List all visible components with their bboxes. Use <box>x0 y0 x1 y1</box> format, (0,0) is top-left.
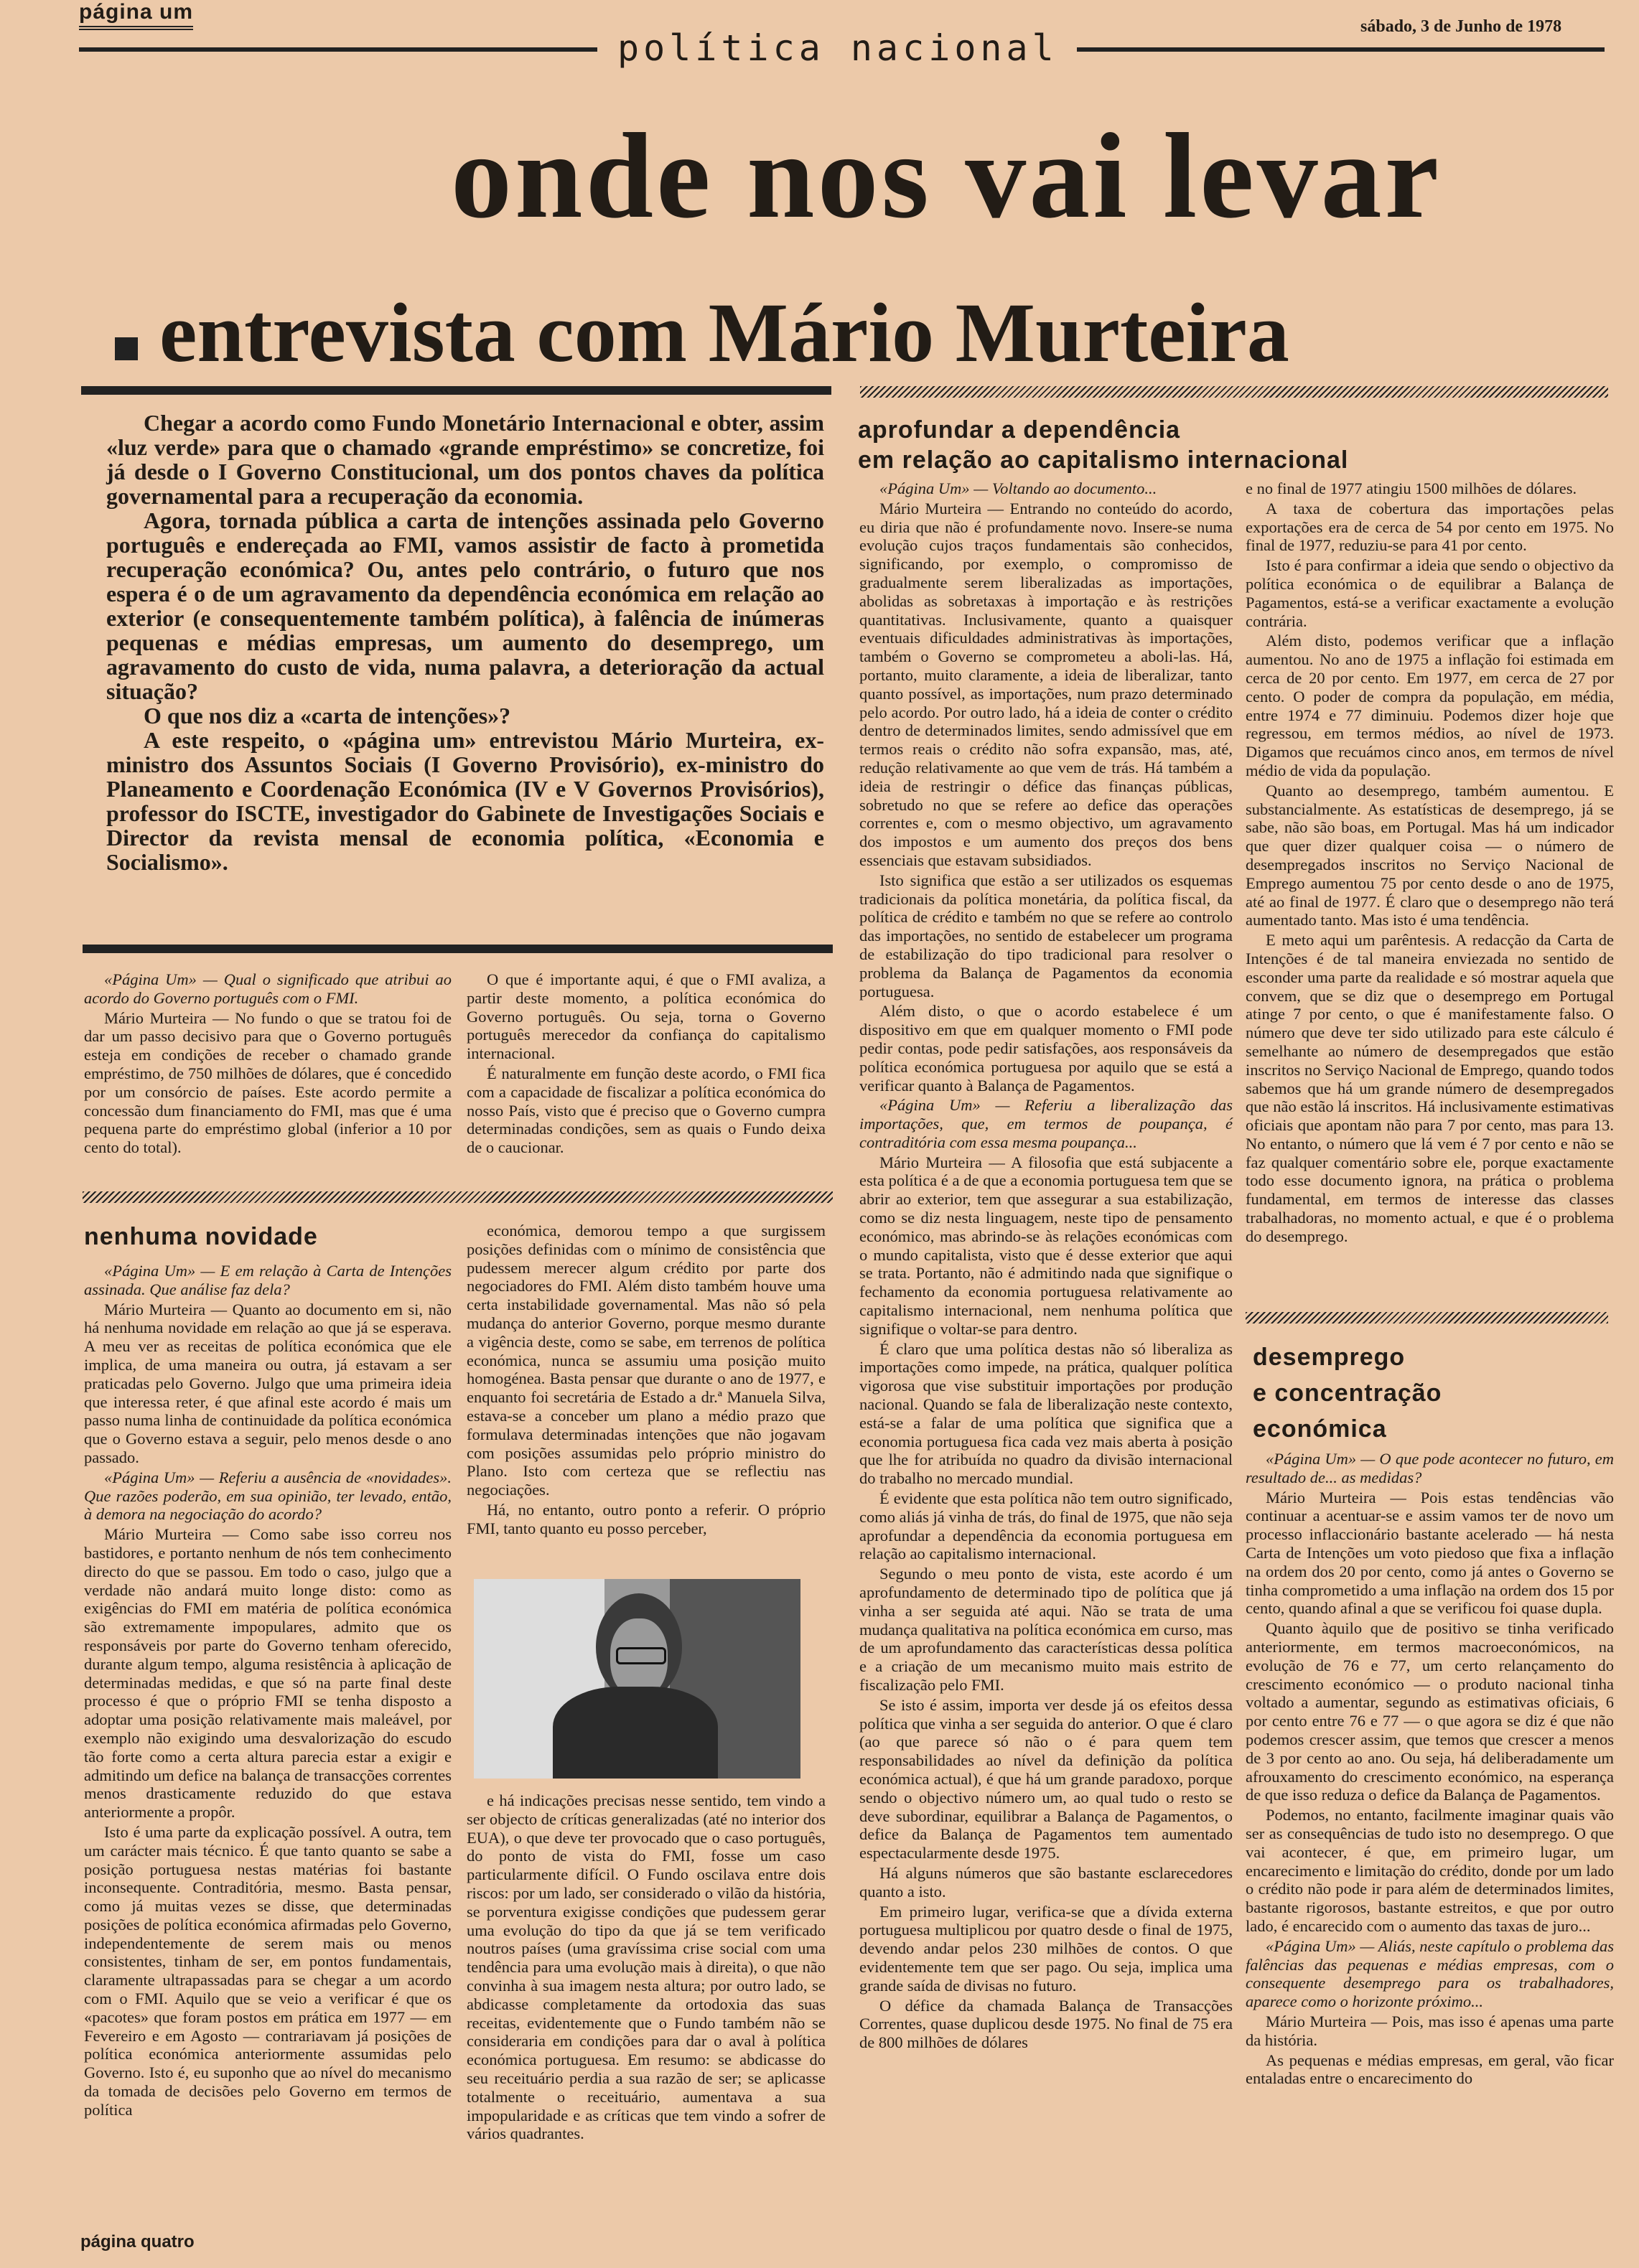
answer: Mário Murteira — Pois, mas isso é apenas uma parte da história. <box>1246 2012 1614 2049</box>
answer: Mário Murteira — Quanto ao documento em si, não há nenhuma novidade em relação ao que já se esperava. A meu ver as receitas de política económica que ele implica, de uma maneira ou outra, já estavam a ser praticadas pelo Governo. Julgo que uma primeira ideia que interessa reter, é que afinal este acordo é mais um passo numa linha de continuidade da política económica que o Governo estava a seguir, pelo menos desde o ano passado. <box>84 1300 452 1466</box>
intro-paragraph: Chegar a acordo como Fundo Monetário Internacional e obter, assim «luz verde» para que o chamado «grande empréstimo» se concretize, foi já desde o I Governo Constitucional, um dos pontos chaves da política governamental para a recuperação da economia. <box>106 410 824 509</box>
block1-col1 <box>84 970 452 1158</box>
question: «Página Um» — Aliás, neste capítulo o problema das falências das pequenas e médias empresas, com o consequente desemprego para os trabalhadores, aparece como o horizonte próximo... <box>1246 1936 1614 2011</box>
masthead: página um <box>79 0 193 30</box>
answer: Mário Murteira — Como sabe isso correu nos bastidores, e portanto nenhum de nós tem conhecimento directo do que se passou. Em todo o caso, julgo que a verdade não andará muito longe disto: como as exigências do FMI em matéria de política económica são extremamente impopulares, admito que os responsáveis por parte do Governo tenham oferecido, durante algum tempo, alguma resistência à aplicação de determinadas medidas, e que só na parte final deste processo é que o próprio FMI se tenha disposto a adoptar uma posição relativamente mais maleável, por exemplo não exigindo uma desvalorização do escudo tão forte como a certa altura parecia estar a exigir e admitindo um defice na balança de transacções correntes menos drasticamente reduzido do que estava anteriormente a propôr. <box>84 1525 452 1822</box>
paragraph: Além disto, podemos verificar que a inflação aumentou. No ano de 1975 a inflação foi estimada em cerca de 20 por cento. Em 1977, em cerca de 27 por cento. O poder de compra da população, em média, entre 1974 e 77 diminuiu. Podemos dizer hoje que regressou, em termos médios, ao nível de 1973. Digamos que recuámos cinco anos, em termos de nível médio de vida da população. <box>1246 632 1614 779</box>
question: «Página Um» — E em relação à Carta de Intenções assinada. Que análise faz dela? <box>84 1262 452 1298</box>
issue-date: sábado, 3 de Junho de 1978 <box>1360 17 1562 36</box>
intro-paragraph: A este respeito, o «página um» entrevistou Mário Murteira, ex-ministro dos Assuntos Sociais (I Governo Provisório), ex-ministro do Planeamento e Coordenação Económica (IV e V Governos Provisórios), professor do ISCTE, investigador do Gabinete de Investigações Sociais e Director da revista mensal de economia política, «Economia e Socialismo». <box>106 727 824 875</box>
paragraph: e no final de 1977 atingiu 1500 milhões de dólares. <box>1246 479 1577 497</box>
paragraph: É claro que uma política destas não só liberaliza as importações como impede, na prática, qualquer política vigorosa que vise substituir importações por produção nacional. Quando se fala de liberalização neste contexto, está-se a falar de uma política que significa que a economia portuguesa fica cada vez mais aberta à posição que lhe for atribuída no quadro da divisão internacional do trabalho no mercado mundial. <box>859 1339 1233 1488</box>
section-heading-aprofundar <box>858 415 1348 475</box>
headline: onde nos vai levar <box>451 108 1442 243</box>
question: «Página Um» — Referiu a liberalização das importações, que, em termos de poupança, é contraditória com essa mesma poupança... <box>859 1096 1233 1151</box>
paragraph: O que é importante aqui, é que o FMI avaliza, a partir deste momento, a política económica do Governo português. Ou seja, torna o Governo português merecedor da confiança do capitalismo internacional. <box>467 970 826 1063</box>
header-rule-right <box>1077 47 1605 52</box>
paragraph: e há indicações precisas nesse sentido, tem vindo a ser objecto de críticas generalizadas (até no interior dos EUA), o que deve ter provocado que o caso português, do ponto de vista do FMI, fosse um caso particularmente difícil. O Fundo oscilava entre dois riscos: por um lado, ser considerado o vilão da história, se porventura exigisse condições que pudessem gerar uma evolução do tipo da que já se tem verificado noutros países (uma gravíssima crise social com uma tendência para uma evolução mais à direita), o que não convinha à sua imagem nesta altura; por outro lado, se abdicasse completamente da ortodoxia das suas receitas, evidentemente que o Fundo também não se consideraria em condições para dar o aval à política económica portuguesa. Em resumo: se abdicasse do seu receituário perdia a sua razão de ser; se aplicasse totalmente o receituário, aumentava a sua impopularidade e as críticas que tem vindo a sofrer de vários quadrantes. <box>467 1791 826 2143</box>
question: «Página Um» — O que pode acontecer no futuro, em resultado de... as medidas? <box>1246 1450 1614 1486</box>
subheadline: entrevista com Mário Murteira <box>159 286 1289 380</box>
paragraph: E meto aqui um parêntesis. A redacção da Carta de Intenções é de tal maneira enviezada no sentido de esconder uma parte da realidade e só mostrar aquela que convem, que se diz que o desemprego em Portugal atinge 7 por cento, o que é manifestamente falso. O número que deve ter sido utilizado para este cálculo é semelhante ao número de desempregados que estão inscritos no Serviço Nacional de Emprego, quando todos sabemos que há um grande número de desempregados que não estão lá inscritos. Há inclusivamente estimativas oficiais que apontam não para 7 por cento, mas para 13. No entanto, o número que lá vem é 7 por cento e não se faz qualquer comentário sobre ele, porque exactamente todo esse documento ignora, na prática o problema fundamental, em termos de interesse das classes trabalhadoras, no momento actual, e que é o problema do desemprego. <box>1246 931 1614 1245</box>
intro-text <box>106 411 824 874</box>
heading-line: económica <box>1253 1415 1387 1443</box>
desemprego-top-rule <box>1246 1312 1608 1323</box>
paragraph: É evidente que esta política não tem outro significado, como aliás já vinha de trás, do final de 1975, que não seja aprofundar a dependência da economia portuguesa em relação ao capitalismo internacional. <box>859 1489 1233 1563</box>
answer: Mário Murteira — Entrando no conteúdo do acordo, eu diria que não é profundamente novo. Insere-se numa evolução cujos traços fundamentais são conhecidos, significando, por exemplo, o compromisso de gradualmente serem liberalizadas as importações, abolidas as sobretaxas à importação e às restrições quantitativas. Inclusivamente, quanto a quaisquer eventuais dificuldades administrativas às importações, também o Governo se comprometeu a aboli-las. Há, portanto, muito claramente, a ideia de liberalizar, tanto quanto possível, as importações, num prazo determinado pelo acordo. Por outro lado, há a ideia de conter o crédito dentro de determinados limites, sendo admissível que em termos reais o crédito não sofra expansão, mas, até, redução relativamente ao que vem de trás. Há também a ideia de restringir o défice das finanças públicas, sobretudo no que se refere ao defice das operações correntes e, com o mesmo objectivo, um agravamento dos impostos e um aumento dos preços dos bens essenciais que estavam subsidiados. <box>859 499 1233 869</box>
desemprego-col <box>1246 1450 1614 2089</box>
aprofundar-col3 <box>859 479 1233 2053</box>
paragraph: É naturalmente em função deste acordo, o FMI fica com a capacidade de fiscalizar a política económica do nosso País, visto que é preciso que o Governo cumpra determinadas condições, sem as quais o Fundo deixa de o caucionar. <box>467 1064 826 1157</box>
nenhuma-col2-bottom <box>467 1791 826 2145</box>
answer: Isto é uma parte da explicação possível. A outra, tem um carácter mais técnico. É que tanto quanto se sabe a posição portuguesa nestas matérias foi bastante inconsequente. Contraditória, mesmo. Basta pensar, como já muitas vezes se disse, que determinadas posições de política económica afirmadas pelo Governo, independentemente de serem mais ou menos consistentes, tinham de ser, em pontos fundamentais, claramente ultrapassadas para se chegar a um acordo com o FMI. Aquilo que se veio a verificar é que os «pacotes» que foram postos em prática em 1977 — em Fevereiro e em Agosto — contrariavam já posições de política económica anteriormente assumidas pelo Governo. Isto é, eu suponho que ao nível do mecanismo da tomada de decisões pelo Governo em termos de política <box>84 1822 452 2119</box>
bullet-marker <box>115 337 138 360</box>
question: «Página Um» — Referiu a ausência de «novidades». Que razões poderão, em sua opinião, ter levado, então, à demora na negociação do acordo? <box>84 1468 452 1524</box>
paragraph: económica, demorou tempo a que surgissem posições definidas com o mínimo de consistência que pudessem merecer algum crédito por parte dos negociadores do FMI. Além disto também houve uma certa instabilidade governamental. Mas não só pela mudança do anterior Governo, porque mesmo durante a vigência deste, como se sabe, em terrenos de política económica, nunca se assumiu uma posição muito homogénea. Basta pensar que durante o ano de 1977, e enquanto foi secretária de Estado a dr.ª Manuela Silva, estava-se a conceber um plano a médio prazo que formulava determinadas intenções que não jogavam com posições assumidas pelo próprio ministro do Plano. Isto com certeza que se reflectiu nas negociações. <box>467 1222 826 1499</box>
paragraph: As pequenas e médias empresas, em geral, vão ficar entaladas entre o encarecimento do <box>1246 2051 1614 2088</box>
paragraph: Há alguns números que são bastante esclarecedores quanto a isto. <box>859 1863 1233 1901</box>
block1-col2 <box>467 970 826 1158</box>
intro-bottom-rule <box>83 945 833 953</box>
nenhuma-top-rule <box>83 1191 833 1203</box>
nenhuma-col1 <box>84 1262 452 2121</box>
photo-body <box>553 1687 718 1779</box>
paragraph: Se isto é assim, importa ver desde já os efeitos dessa política que vinha a ser seguida do anterior. O que é claro (ao que parece só não o é para quem tem responsabilidades ao nível da definição da política económica actual), é que há um grande paradoxo, porque sendo o objectivo número um, ao qual tudo o resto se deve subordinar, equilibrar a Balança de Pagamentos, o defice da Balança de Pagamentos tem aumentado espectacularmente desde 1975. <box>859 1695 1233 1862</box>
answer: Mário Murteira — A filosofia que está subjacente a esta política é a de que a economia portuguesa tem que se abrir ao exterior, tem que assegurar a sua estabilização, como se diz nesta linguagem, neste tipo de pensamento económico, mas abrindo-se às relações económicas com o mundo capitalista, visto que é desse exterior que aqui se trata. Portanto, não é admitindo nada que signifique o fechamento da economia portuguesa relativamente ao capitalismo internacional, nem nenhuma política que signifique o voltar-se para dentro. <box>859 1153 1233 1338</box>
section-heading-nenhuma: nenhuma novidade <box>84 1223 318 1250</box>
intro-top-rule <box>81 386 831 395</box>
paragraph: O défice da chamada Balança de Transacções Correntes, quase duplicou desde 1975. No final de 75 era de 800 milhões de dólares <box>859 1996 1233 2052</box>
question: «Página Um» — Qual o significado que atribui ao acordo do Governo português com o FMI. <box>84 970 452 1007</box>
paragraph: Quanto ao desemprego, também aumentou. E substancialmente. As estatísticas de desemprego, já se sabe, não são boas, em Portugal. Mas há um indicador que quer dizer qualquer coisa — o número de desempregados inscritos no Serviço Nacional de Emprego aumentou 75 por cento desde o ano de 1975, até ao final de 1977. É claro que o desemprego não terá aumentado tanto. Mas isto é uma tendência. <box>1246 781 1614 929</box>
heading-line: em relação ao capitalismo internacional <box>858 446 1349 474</box>
page-footer: página quatro <box>80 2232 195 2251</box>
intro-paragraph: Agora, tornada pública a carta de intenções assinada pelo Governo português e endereçada ao FMI, vamos assistir de facto à prometida recuperação económica? Ou, antes pelo contrário, o futuro que nos espera é o de um agravamento da dependência económica em relação ao exterior (e consequentemente também política), à falência de inúmeras pequenas e médias empresas, um aumento do desemprego, um agravamento do custo de vida, numa palavra, a deterioração da actual situação? <box>106 507 824 704</box>
paragraph: Isto significa que estão a ser utilizados os esquemas tradicionais da política monetária, da política fiscal, da política de crédito e também no que se refere ao controlo das importações, no sentido de estabelecer um programa de estabilização do tipo tradicional para resolver o problema da Balança de Pagamentos da economia portuguesa. <box>859 871 1233 1001</box>
photo-glasses <box>616 1647 666 1664</box>
nenhuma-col2-top <box>467 1222 826 1540</box>
heading-line: desemprego <box>1253 1344 1406 1371</box>
portrait-photo <box>474 1579 800 1779</box>
paragraph: Há, no entanto, outro ponto a referir. O próprio FMI, tanto quanto eu posso perceber, <box>467 1500 826 1537</box>
intro-paragraph: O que nos diz a «carta de intenções»? <box>144 703 511 728</box>
heading-line: aprofundar a dependência <box>858 416 1181 444</box>
paragraph: Além disto, o que o acordo estabelece é um dispositivo em que em qualquer momento o FMI pode pedir contas, pode pedir satisfações, aos responsáveis da política económica portuguesa por aquilo que se está a verificar quanto à Balança de Pagamentos. <box>859 1002 1233 1095</box>
paragraph: Em primeiro lugar, verifica-se que a dívida externa portuguesa multiplicou por quatro desde o final de 1975, devendo andar pelos 230 milhões de contos. O que evidentemente tem que ser pago. Ou seja, implica uma grande saída de divisas no futuro. <box>859 1902 1233 1995</box>
answer: Mário Murteira — Pois estas tendências vão continuar a acentuar-se e assim vamos ter de novo um processo inflaccionário bastante acelerado — há nesta Carta de Intenções um voto piedoso que fixa a inflação na ordem dos 20 por cento, como já antes o Governo se tinha comprometido a uma inflação na ordem dos 15 por cento, quando afinal a que se verificou foi quase dupla. <box>1246 1488 1614 1618</box>
section-title: política nacional <box>617 27 1058 69</box>
aprofundar-col4 <box>1246 479 1614 1247</box>
paragraph: Podemos, no entanto, facilmente imaginar quais vão ser as consequências de tudo isto no desemprego. O que vai acontecer, é que, em primeiro lugar, um encarecimento e limitação do crédito, donde por um lado o crédito não pode ir para além de determinados limites, bastante rigorosos, bastante estreitos, e que por outro lado, é encarecido com o aumento das taxas de juro... <box>1246 1806 1614 1935</box>
paragraph: Segundo o meu ponto de vista, este acordo é um aprofundamento de determinado tipo de política que já vinha a ser seguida até aqui. Não se trata de uma mudança qualitativa na política económica em curso, mas de um aprofundamento das características dessa política e a criação de um mecanismo muito mais estrito de fiscalização pelo FMI. <box>859 1565 1233 1694</box>
section-heading-desemprego <box>1253 1339 1442 1447</box>
question: «Página Um» — Voltando ao documento... <box>879 479 1157 497</box>
heading-line: e concentração <box>1253 1379 1442 1407</box>
header-rule-left <box>79 47 597 52</box>
aprofundar-top-rule <box>860 386 1608 398</box>
paragraph: Isto é para confirmar a ideia que sendo o objectivo da política económica o de equilibrar a Balança de Pagamentos, está-se a verificar exactamente a evolução contrária. <box>1246 556 1614 630</box>
paragraph: Quanto àquilo que de positivo se tinha verificado anteriormente, em termos macroeconómicos, na evolução de 76 e 77, um certo relançamento do crescimento económico — o produto nacional tinha voltado a aumentar, segundo as estimativas oficiais, 6 por cento entre 76 e 77 — o que agora se diz é que não podemos crescer assim, que temos que crescer a menos de 3 por cento ao ano. Ou seja, há deliberadamente um afrouxamento do crescimento económico, na esperança de que isso reduza o defice da Balança de Pagamentos. <box>1246 1619 1614 1804</box>
answer: Mário Murteira — No fundo o que se tratou foi de dar um passo decisivo para que o Governo português esteja em condições de receber o chamado grande empréstimo, de 750 milhões de dólares, que é concedido por um consórcio de países. Este acordo permite a concessão dum financiamento do FMI, mas que é uma pequena parte do empréstimo global (inferior a 10 por cento do total). <box>84 1008 452 1157</box>
paragraph: A taxa de cobertura das importações pelas exportações era de cerca de 54 por cento em 1975. No final de 1977, reduziu-se para 41 por cento. <box>1246 499 1614 555</box>
